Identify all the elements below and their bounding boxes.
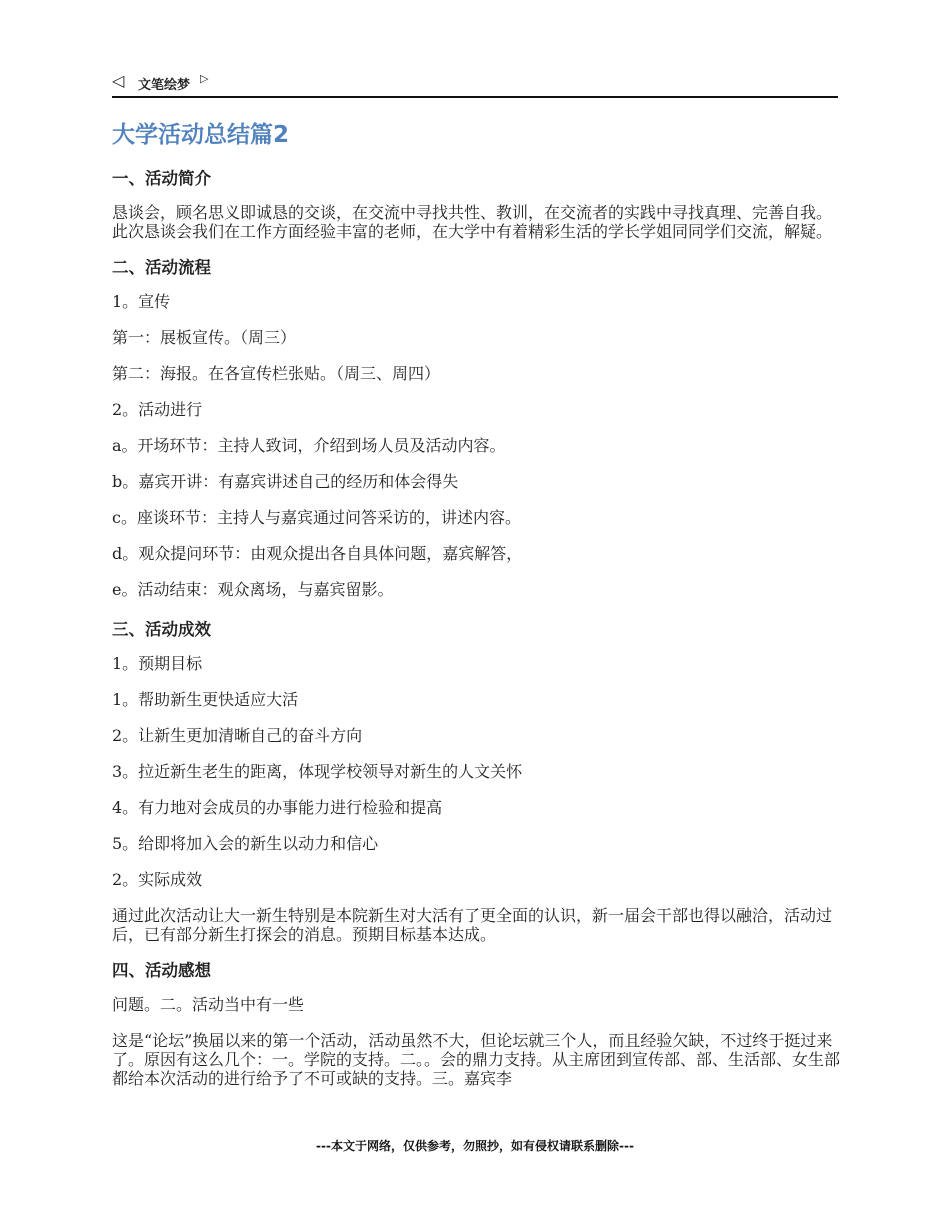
paragraph: e。活动结束：观众离场，与嘉宾留影。 [112,580,394,599]
section-heading: 一、活动简介 [112,169,211,188]
paragraph: 第一：展板宣传。（周三） [112,328,297,347]
paragraph: 2。活动进行 [112,400,203,419]
footer-disclaimer: ---本文于网络，仅供参考，勿照抄，如有侵权请联系删除--- [316,1139,634,1153]
section-heading: 三、活动成效 [112,620,211,639]
paragraph: 1。预期目标 [112,654,203,673]
paragraph: b。嘉宾开讲：有嘉宾讲述自己的经历和体会得失 [112,472,459,491]
document-body [112,112,842,1101]
paragraph: a。开场环节：主持人致词，介绍到场人员及活动内容。 [112,436,506,455]
left-triangle-icon: ◁ [112,71,125,90]
paragraph: 恳谈会，顾名思义即诚恳的交谈，在交流中寻找共性、教训，在交流者的实践中寻找真理、完善自我。此次恳谈会我们在工作方面经验丰富的老师，在大学中有着精彩生活的学长学姐同同学们交流，解疑。 [112,203,833,241]
paragraph: 1。宣传 [112,292,171,311]
paragraph: 2。实际成效 [112,870,203,889]
paragraph: 第二：海报。在各宣传栏张贴。（周三、周四） [112,364,441,383]
section-heading: 二、活动流程 [112,258,211,277]
document-header [112,70,838,98]
paragraph: 问题。二。活动当中有一些 [112,995,305,1014]
paragraph: 1。帮助新生更快适应大活 [112,690,299,709]
document-title: 大学活动总结篇2 [112,122,290,148]
paragraph: 这是“论坛”换届以来的第一个活动，活动虽然不大，但论坛就三个人，而且经验欠缺，不过终于挺过来了。原因有这么几个：一。学院的支持。二。。会的鼎力支持。从主席团到宣传部、部、生活部、女生部都给本次活动的进行给予了不可或缺的支持。三。嘉宾李 [112,1031,841,1088]
paragraph: 3。拉近新生老生的距离，体现学校领导对新生的人文关怀 [112,762,523,781]
paragraph: 2。让新生更加清晰自己的奋斗方向 [112,726,363,745]
paragraph: 通过此次活动让大一新生特别是本院新生对大活有了更全面的认识，新一届会干部也得以融洽，活动过后，已有部分新生打探会的消息。预期目标基本达成。 [112,906,833,944]
paragraph: d。观众提问环节：由观众提出各自具体问题，嘉宾解答， [112,544,523,563]
paragraph: c。座谈环节：主持人与嘉宾通过问答采访的，讲述内容。 [112,508,521,527]
brand-name: 文笔绘梦 [138,78,191,93]
right-triangle-icon: ▷ [200,72,209,85]
paragraph: 5。给即将加入会的新生以动力和信心 [112,834,379,853]
section-heading: 四、活动感想 [112,961,211,980]
paragraph: 4。有力地对会成员的办事能力进行检验和提高 [112,798,443,817]
